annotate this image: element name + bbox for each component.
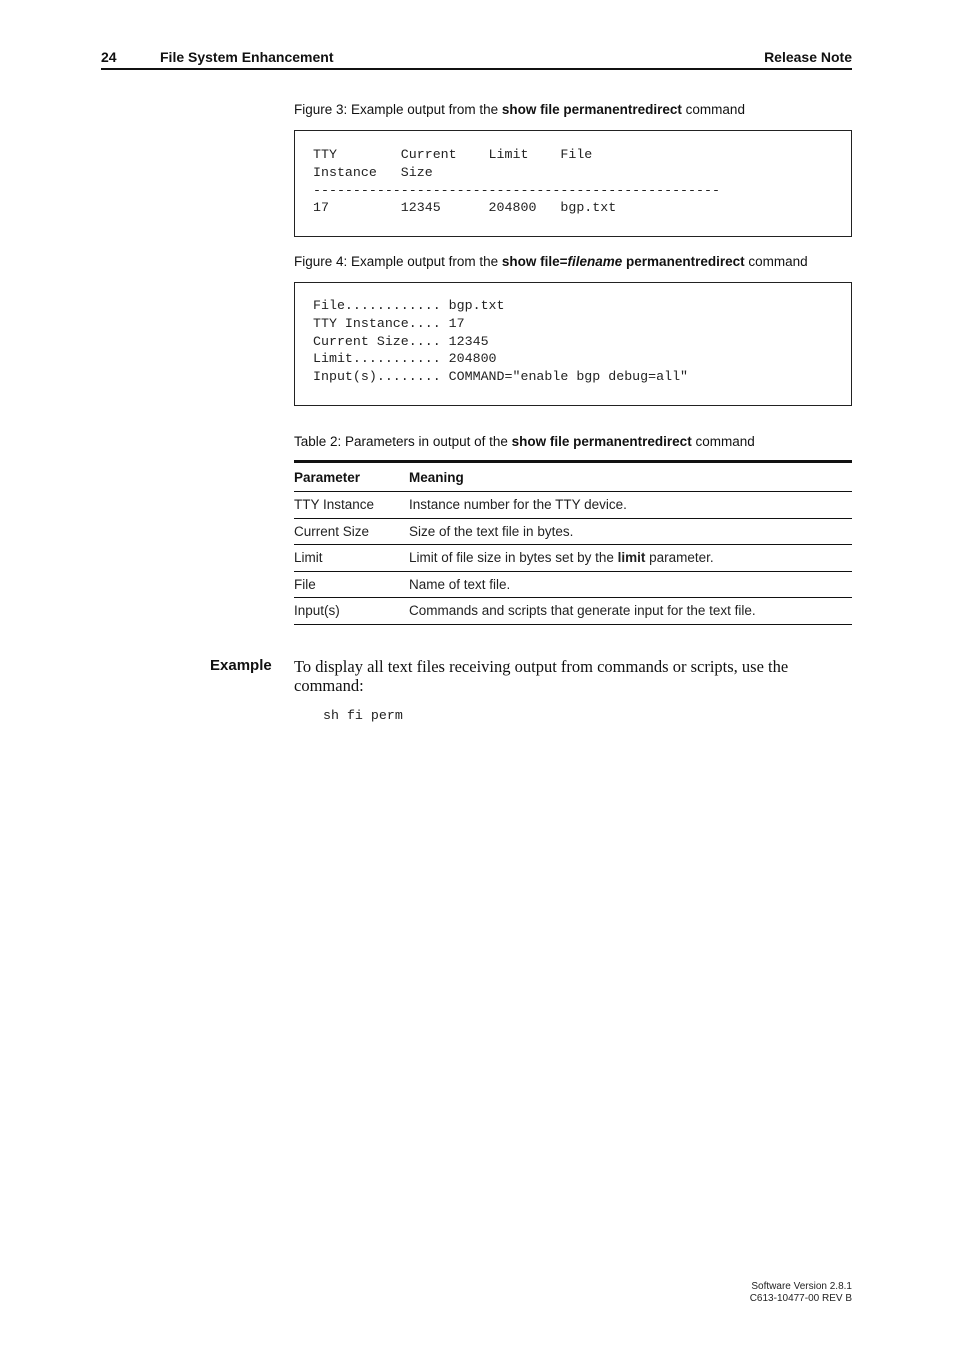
parameter-cell: Input(s) (294, 598, 409, 625)
footer-version: Software Version 2.8.1 (751, 1281, 852, 1292)
figure3-caption-command: show file permanentredirect (501, 102, 682, 117)
table-row (294, 492, 852, 519)
table-header-row (294, 462, 852, 492)
table2-caption-command: show file permanentredirect (511, 434, 692, 449)
figure4-caption (294, 254, 808, 269)
figure4-caption-command: show file= (501, 254, 568, 269)
table2-caption-suffix: command (691, 434, 755, 449)
figure3-caption-prefix: Figure 3: Example output from the (294, 102, 502, 117)
figure4-caption-suffix: command (744, 254, 808, 269)
meaning-cell: Instance number for the TTY device. (409, 492, 852, 519)
example-command: sh fi perm (323, 708, 403, 723)
meaning-prefix: Limit of file size in bytes set by the (409, 550, 618, 566)
footer-doc-code: C613-10477-00 REV B (749, 1293, 852, 1304)
meaning-cell: Name of text file. (409, 571, 852, 598)
figure4-caption-command-rest: permanentredirect (622, 254, 745, 269)
parameter-cell: TTY Instance (294, 492, 409, 519)
column-header-parameter: Parameter (294, 462, 409, 492)
table-row (294, 598, 852, 625)
figure3-caption (294, 102, 745, 117)
table-row (294, 518, 852, 545)
parameters-table (294, 460, 852, 625)
parameter-cell: Limit (294, 545, 409, 572)
figure4-caption-prefix: Figure 4: Example output from the (294, 254, 502, 269)
section-title: File System Enhancement (160, 49, 334, 65)
example-text: To display all text files receiving output from commands or scripts, use the command: (294, 657, 789, 695)
table2-caption-prefix: Table 2: Parameters in output of the (294, 434, 512, 449)
table-row (294, 545, 852, 572)
parameter-cell: Current Size (294, 518, 409, 545)
figure4-code-box (294, 282, 852, 406)
meaning-cell: Commands and scripts that generate input for the text file. (409, 598, 852, 625)
document-type: Release Note (764, 49, 852, 65)
example-label: Example (210, 657, 272, 674)
table2-caption (294, 434, 755, 449)
figure3-code: TTY Current Limit File Instance Size --------------------------------------------------- 17 12345 204800 bgp.txt (313, 147, 720, 216)
figure3-caption-suffix: command (681, 102, 745, 117)
meaning-keyword: limit (617, 550, 646, 566)
meaning-cell: Size of the text file in bytes. (409, 518, 852, 545)
parameter-cell: File (294, 571, 409, 598)
meaning-cell (409, 545, 852, 572)
table-row (294, 571, 852, 598)
figure4-caption-filename: filename (567, 254, 623, 269)
column-header-meaning: Meaning (409, 462, 852, 492)
figure3-code-box (294, 130, 852, 237)
page-number: 24 (101, 49, 117, 65)
figure4-code: File............ bgp.txt TTY Instance.... 17 Current Size.... 12345 Limit........... 204800 Input(s)........ COMMAND="enable bgp debug=all" (313, 298, 689, 385)
meaning-suffix: parameter. (645, 550, 714, 566)
header-rule (101, 68, 852, 70)
